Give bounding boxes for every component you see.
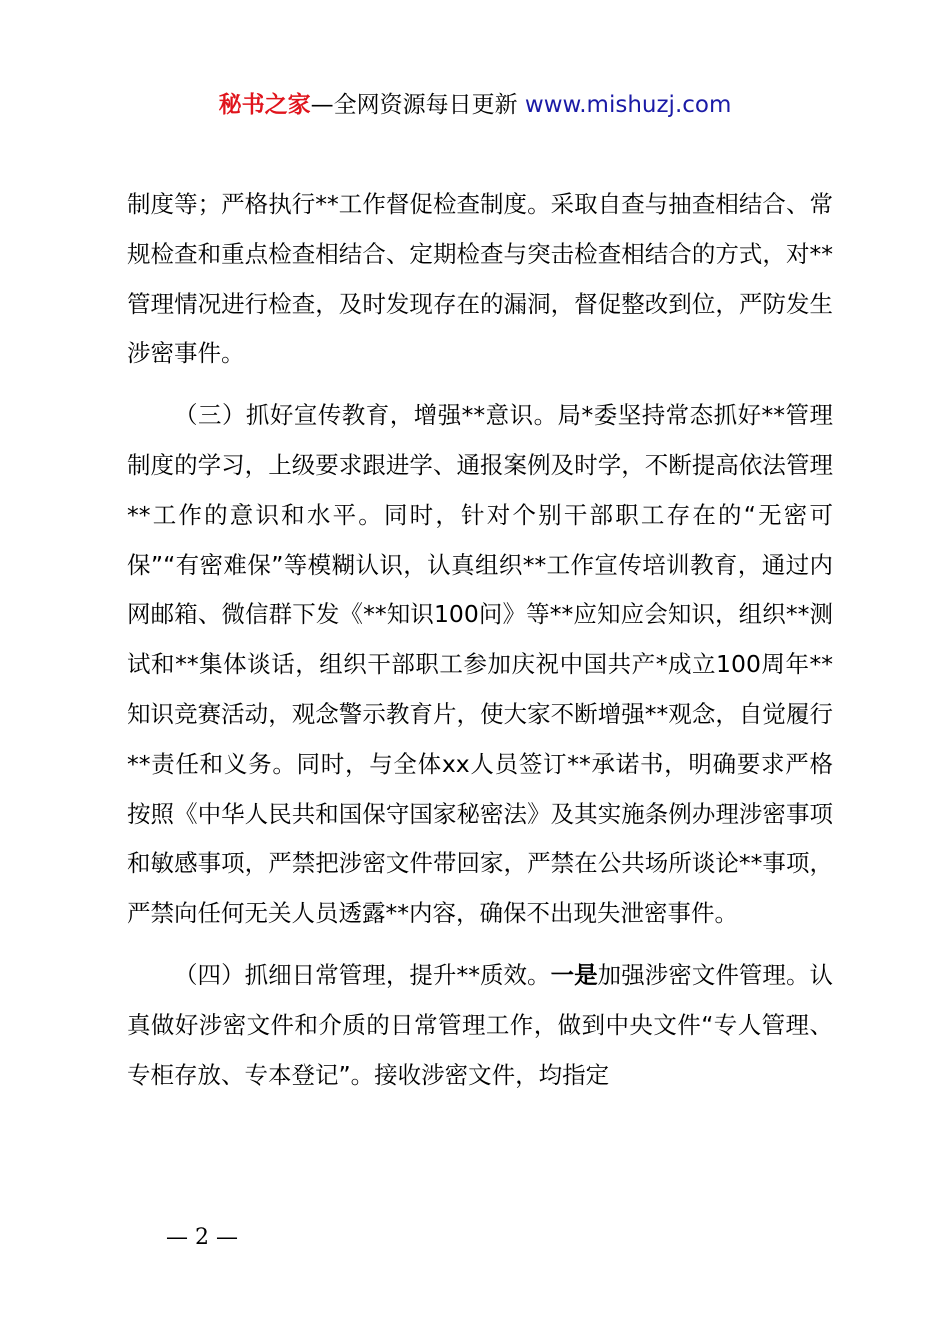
section-4-body: 加强涉密文件管理。认真做好涉密文件和介质的日常管理工作，做到中央文件“专人管理、专柜存放、专本登记”。接收涉密文件，均指定 [127,960,834,1089]
paragraph-section-4 [127,951,833,1100]
document-body [127,180,833,1100]
page-number: — 2 — [166,1225,238,1250]
site-tagline: —全网资源每日更新 [310,92,525,118]
site-brand: 秘书之家 [218,92,311,118]
section-4-heading: （四）抓细日常管理，提升**质效。 [174,960,551,989]
paragraph-continued: 制度等；严格执行**工作督促检查制度。采取自查与抽查相结合、常规检查和重点检查相结合、定期检查与突击检查相结合的方式，对**管理情况进行检查，及时发现存在的漏洞，督促整改到位，严防发生涉密事件。 [127,190,833,368]
site-header [0,88,950,122]
paragraph-section-3: （三）抓好宣传教育，增强**意识。局*委坚持常态抓好**管理制度的学习，上级要求跟进学、通报案例及时学，不断提高依法管理**工作的意识和水平。同时，针对个别干部职工存在的“无密可保”“有密难保”等模糊认识，认真组织**工作宣传培训教育，通过内网邮箱、微信群下发《**知识100问》等**应知应会知识，组织**测试和**集体谈话，组织干部职工参加庆祝中国共产*成立100周年**知识竞赛活动，观念警示教育片，使大家不断增强**观念，自觉履行**责任和义务。同时，与全体xx人员签订**承诺书，明确要求严格按照《中华人民共和国保守国家秘密法》及其实施条例办理涉密事项和敏感事项，严禁把涉密文件带回家，严禁在公共场所谈论**事项，严禁向任何无关人员透露**内容，确保不出现失泄密事件。 [127,401,833,928]
site-url-link[interactable]: www.mishuzj.com [524,92,732,118]
section-4-item-marker: 一是 [550,960,598,989]
